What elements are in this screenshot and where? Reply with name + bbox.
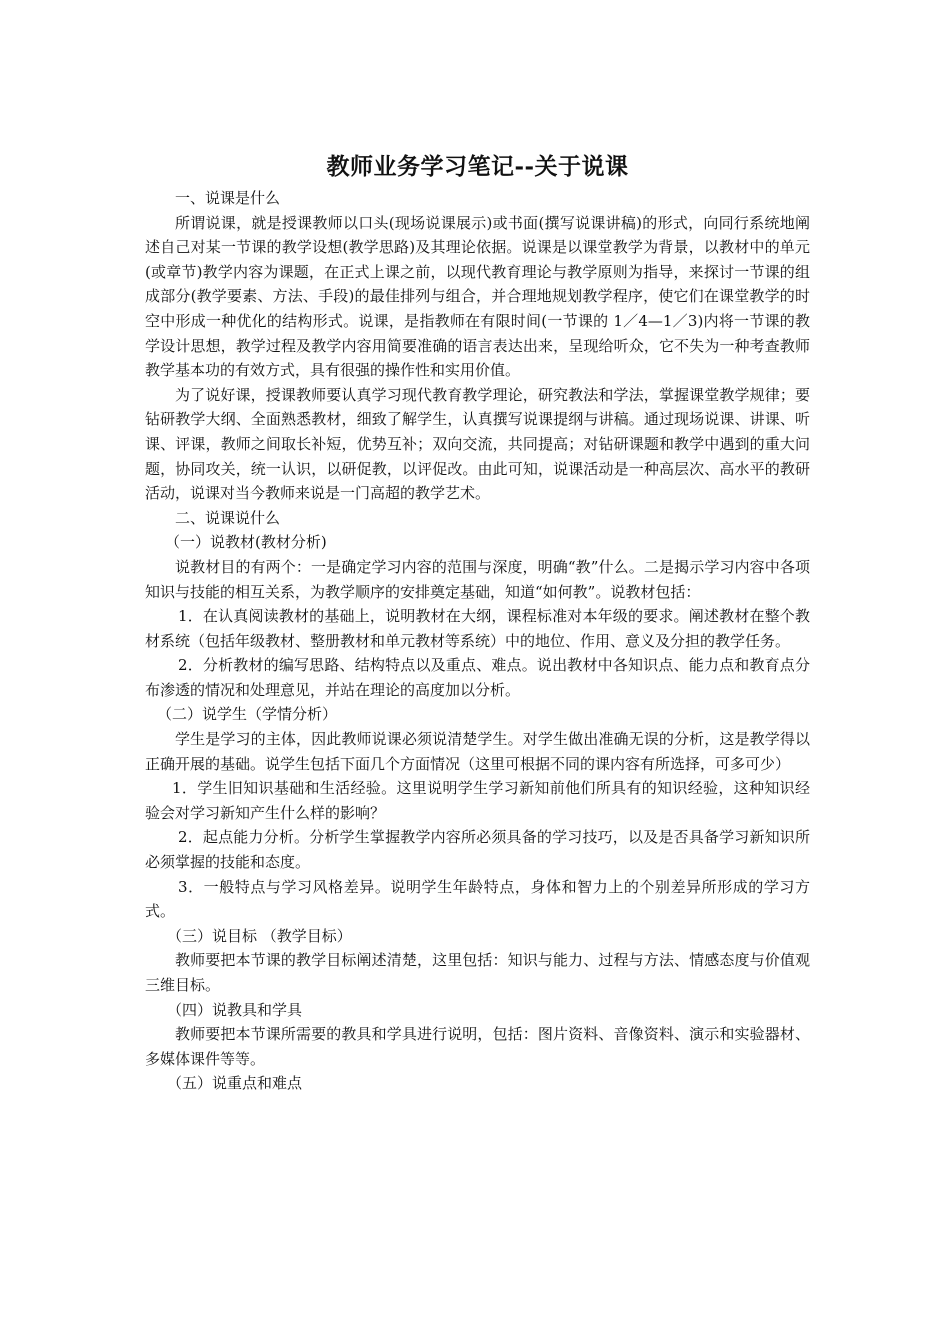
- subsection-heading-5: （五）说重点和难点: [167, 1074, 303, 1093]
- document-title: 教师业务学习笔记--关于说课: [326, 153, 629, 180]
- paragraph: 教师要把本节课的教学目标阐述清楚，这里包括：知识与能力、过程与方法、情感态度与价值观三维目标。: [145, 951, 810, 994]
- subsection-heading-1: （一）说教材(教材分析): [165, 533, 327, 552]
- paragraph: 为了说好课，授课教师要认真学习现代教育教学理论，研究教法和学法，掌握课堂教学规律；要钻研教学大纲、全面熟悉教材，细致了解学生，认真撰写说课提纲与讲稿。通过现场说课、讲课、听课、评课，教师之间取长补短，优势互补；双向交流，共同提高；对钻研课题和教学中遇到的重大问题，协同攻关，统一认识，以研促教，以评促改。由此可知，说课活动是一种高层次、高水平的教研活动，说课对当今教师来说是一门高超的教学艺术。: [145, 385, 810, 503]
- list-item: 1．学生旧知识基础和生活经验。这里说明学生学习新知前他们所具有的知识经验，这种知识经验会对学习新知产生什么样的影响？: [145, 779, 810, 822]
- subsection-heading-4: （四）说教具和学具: [167, 1000, 303, 1019]
- subsection-heading-3: （三）说目标 （教学目标）: [167, 926, 352, 945]
- list-item: 1．在认真阅读教材的基础上，说明教材在大纲，课程标准对本年级的要求。阐述教材在整个教材系统（包括年级教材、整册教材和单元教材等系统）中的地位、作用、意义及分担的教学任务。: [145, 607, 810, 650]
- list-item: 2．分析教材的编写思路、结构特点以及重点、难点。说出教材中各知识点、能力点和教育点分布渗透的情况和处理意见，并站在理论的高度加以分析。: [145, 656, 810, 699]
- section-heading-1: 一、说课是什么: [175, 189, 281, 207]
- paragraph: 学生是学习的主体，因此教师说课必须说清楚学生。对学生做出准确无误的分析，这是教学得以正确开展的基础。说学生包括下面几个方面情况（这里可根据不同的课内容有所选择，可多可少）: [145, 730, 810, 773]
- list-item: 2．起点能力分析。分析学生掌握教学内容所必须具备的学习技巧，以及是否具备学习新知识所必须掌握的技能和态度。: [145, 828, 810, 872]
- document-page: [145, 150, 810, 1096]
- section-heading-2: 二、说课说什么: [175, 508, 281, 527]
- paragraph: 所谓说课，就是授课教师以口头(现场说课展示)或书面(撰写说课讲稿)的形式，向同行系统地阐述自己对某一节课的教学设想(教学思路)及其理论依据。说课是以课堂教学为背景，以教材中的单元(或章节)教学内容为课题，在正式上课之前，以现代教育理论与教学原则为指导，来探讨一节课的组成部分(教学要素、方法、手段)的最佳排列与组合，并合理地规划教学程序，使它们在课堂教学的时空中形成一种优化的结构形式。说课，是指教师在有限时间(一节课的 1／4—1／3)内将一节课的教学设计思想，教学过程及教学内容用简要准确的语言表达出来，呈现给听众，它不失为一种考查教师教学基本功的有效方式，具有很强的操作性和实用价值。: [145, 213, 810, 380]
- paragraph: 说教材目的有两个：一是确定学习内容的范围与深度，明确“教”什么。二是揭示学习内容中各项知识与技能的相互关系，为教学顺序的安排奠定基础，知道“如何教”。说教材包括：: [145, 557, 810, 601]
- paragraph: 教师要把本节课所需要的教具和学具进行说明，包括：图片资料、音像资料、演示和实验器材、多媒体课件等等。: [145, 1025, 810, 1068]
- subsection-heading-2: （二）说学生（学情分析）: [157, 705, 338, 724]
- list-item: 3．一般特点与学习风格差异。说明学生年龄特点，身体和智力上的个别差异所形成的学习方式。: [145, 877, 810, 921]
